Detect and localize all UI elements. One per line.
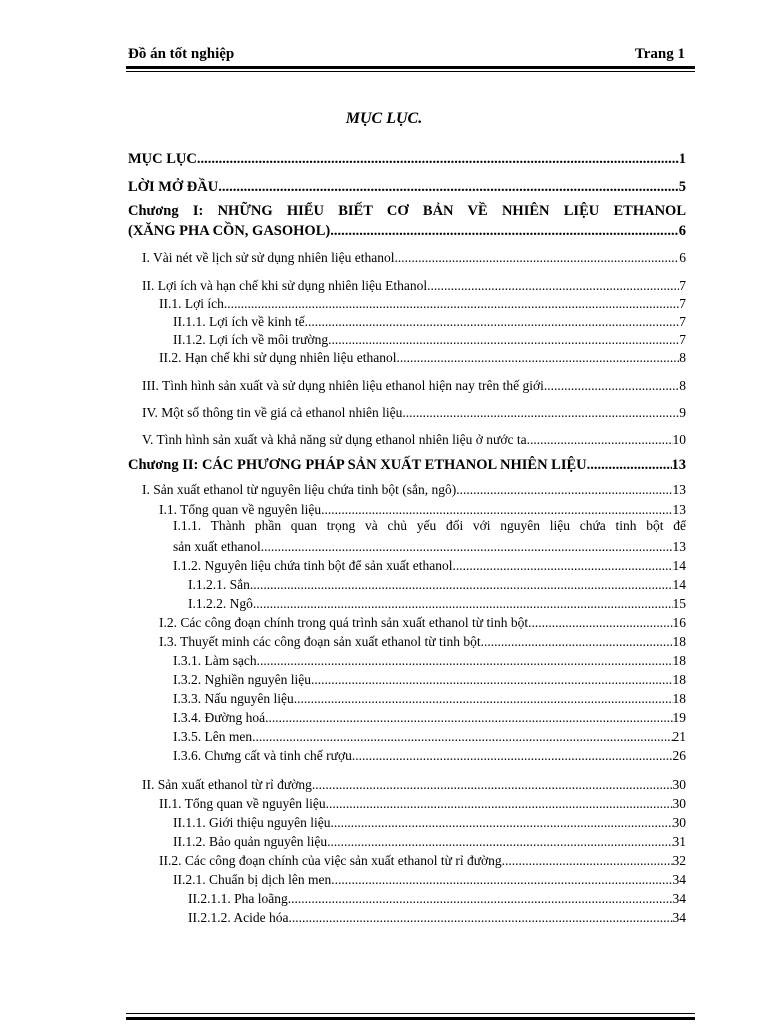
- toc-entry[interactable]: I.3.4. Đường hoá. ..... 19: [128, 707, 686, 726]
- toc-entry[interactable]: I.3.3. Nấu nguyên liệu. ..... 18: [128, 688, 686, 707]
- toc-entry[interactable]: II.1.1. Giới thiệu nguyên liệu. ..... 30: [128, 812, 686, 831]
- header-rule-thick: [126, 66, 695, 69]
- toc-entry[interactable]: I. Vài nét về lịch sử sử dụng nhiên liệu ethanol. ..... 6: [128, 248, 686, 266]
- toc-entry[interactable]: III. Tình hình sản xuất và sử dụng nhiên liệu ethanol hiện nay trên thế giới. ..... 8: [128, 376, 686, 394]
- toc-entry[interactable]: I.2. Các công đoạn chính trong quá trình sản xuất ethanol từ tinh bột. ..... 16: [128, 612, 686, 631]
- toc-entry[interactable]: I.1. Tổng quan về nguyên liệu. ..... 13: [128, 500, 686, 518]
- toc-entry[interactable]: I.1.2.1. Sắn. ..... 14: [128, 574, 686, 593]
- toc-entry[interactable]: I.3.1. Làm sạch. ..... 18: [128, 650, 686, 669]
- toc-entry[interactable]: II.2.1. Chuẩn bị dịch lên men. ..... 34: [128, 869, 686, 888]
- toc-entry[interactable]: II.2. Các công đoạn chính của việc sản xuất ethanol từ rỉ đường. ..... 32: [128, 850, 686, 869]
- toc-entry[interactable]: I.1.2. Nguyên liệu chứa tinh bột để sản xuất ethanol. ..... 14: [128, 555, 686, 574]
- toc-entry-chapter-2[interactable]: Chương II: CÁC PHƯƠNG PHÁP SẢN XUẤT ETHANOL NHIÊN LIỆU. ..... 13: [128, 454, 686, 474]
- toc-entry[interactable]: II. Lợi ích và hạn chế khi sử dụng nhiên liệu Ethanol. ..... 7: [128, 276, 686, 294]
- toc-entry[interactable]: I.3.5. Lên men. ..... 21: [128, 726, 686, 745]
- table-of-contents: [128, 148, 686, 926]
- toc-entry-chapter-1[interactable]: Chương I: NHỮNG HIỂU BIẾT CƠ BẢN VỀ NHIÊN LIỆU ETHANOL (XĂNG PHA CỒN, GASOHOL). ..... 6: [128, 203, 686, 240]
- footer-rule-thick: [126, 1017, 695, 1020]
- toc-entry[interactable]: V. Tình hình sản xuất và khả năng sử dụng ethanol nhiên liệu ở nước ta. ..... 10: [128, 430, 686, 448]
- toc-entry[interactable]: II.1.2. Lợi ích về môi trường. ..... 7: [128, 330, 686, 348]
- toc-entry[interactable]: I.3.6. Chưng cất và tinh chế rượu. ..... 26: [128, 745, 686, 764]
- toc-entry[interactable]: MỤC LỤC. ..... 1: [128, 148, 686, 168]
- toc-entry[interactable]: II.2.1.1. Pha loãng. ..... 34: [128, 888, 686, 907]
- toc-entry[interactable]: II. Sản xuất ethanol từ rỉ đường. ..... 30: [128, 774, 686, 793]
- toc-entry[interactable]: II.2.1.2. Acide hóa. ..... 34: [128, 907, 686, 926]
- toc-entry[interactable]: II.1.2. Bảo quản nguyên liệu. ..... 31: [128, 831, 686, 850]
- header-page-number: Trang 1: [634, 46, 685, 62]
- toc-entry[interactable]: II.2. Hạn chế khi sử dụng nhiên liệu ethanol. ..... 8: [128, 348, 686, 366]
- toc-entry[interactable]: II.1. Lợi ích. ..... 7: [128, 294, 686, 312]
- toc-entry[interactable]: I.3. Thuyết minh các công đoạn sản xuất ethanol từ tinh bột. ..... 18: [128, 631, 686, 650]
- toc-entry[interactable]: I. Sản xuất ethanol từ nguyên liệu chứa tinh bột (sắn, ngô). ..... 13: [128, 480, 686, 498]
- toc-entry[interactable]: IV. Một số thông tin về giá cả ethanol nhiên liệu. ..... 9: [128, 403, 686, 421]
- toc-entry[interactable]: I.3.2. Nghiền nguyên liệu. ..... 18: [128, 669, 686, 688]
- toc-entry[interactable]: II.1.1. Lợi ích về kinh tế. ..... 7: [128, 312, 686, 330]
- toc-entry[interactable]: II.1. Tổng quan về nguyên liệu. ..... 30: [128, 793, 686, 812]
- toc-entry[interactable]: I.1.2.2. Ngô. ..... 15: [128, 593, 686, 612]
- toc-entry[interactable]: LỜI MỞ ĐẦU. ..... 5: [128, 176, 686, 196]
- toc-title: MỤC LỤC.: [345, 110, 423, 127]
- page-header: [128, 46, 685, 66]
- footer-rule-thin: [126, 1013, 695, 1014]
- header-rule-thin: [126, 71, 695, 72]
- toc-entry[interactable]: I.1.1. Thành phần quan trọng và chủ yếu đối với nguyên liệu chứa tinh bột để sản xuất ethanol. ..... 13: [128, 518, 686, 555]
- header-title: Đồ án tốt nghiệp: [128, 46, 235, 62]
